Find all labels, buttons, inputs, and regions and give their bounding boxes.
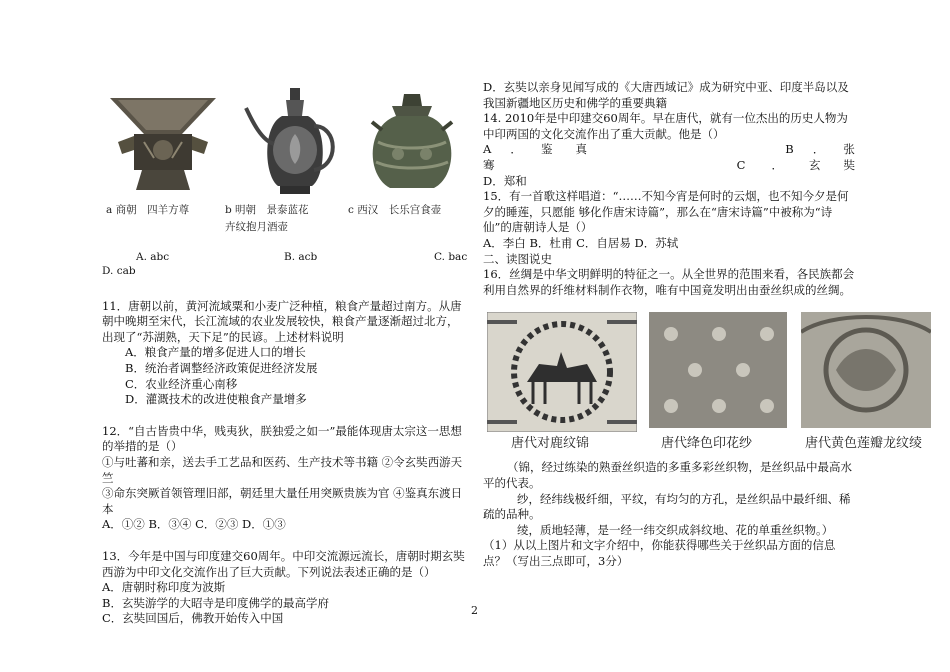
q14-a-key: A bbox=[483, 142, 492, 157]
caption-b-line2: 卉纹抱月酒壶 bbox=[225, 221, 288, 233]
q16-p3: 绫，质地轻薄，是一经一纬交织成斜纹地、花的单重丝织物。） bbox=[517, 522, 834, 537]
q13-option-a: A．唐朝时称印度为波斯 bbox=[102, 580, 226, 595]
spacer bbox=[606, 142, 766, 158]
deer-brocade-image bbox=[487, 312, 637, 432]
q11-option-d: D．灌溉技术的改进使粮食产量增多 bbox=[125, 392, 307, 407]
right-column bbox=[483, 80, 923, 569]
q11-option-b: B．统治者调整经济政策促进经济发展 bbox=[125, 360, 318, 375]
q13-stem: 13．今年是中国与印度建交60周年。中印交流源远流长，唐朝时期玄奘西游为中印文化交流作出了巨大贡献。下列说法表述正确的是（） bbox=[102, 548, 465, 579]
q14-option-d: D．郑和 bbox=[483, 173, 527, 188]
q14-row-ab bbox=[483, 142, 855, 158]
q10-options bbox=[102, 250, 468, 265]
q12-options: A．①② B．③④ C．②③ D．①③ bbox=[102, 517, 286, 532]
q15-options: A．李白 B．杜甫 C．自居易 D．苏轼 bbox=[483, 235, 679, 250]
four-ram-zun-image bbox=[104, 94, 222, 192]
q14-b-val: 张 bbox=[843, 142, 855, 157]
q14-a-dot: ． bbox=[510, 142, 522, 157]
q14-c-dot: ． bbox=[771, 157, 783, 172]
q16-p1: （锦，经过练染的熟蚕丝织造的多重多彩丝织物，是丝织品中最高水平的代表。 bbox=[483, 460, 852, 490]
caption-c: c 西汉 长乐宫食壶 bbox=[348, 204, 442, 216]
option-b: B. acb bbox=[284, 251, 318, 263]
silk-caption-1: 唐代对鹿纹锦 bbox=[511, 436, 590, 452]
caption-b-line1: b 明朝 景泰蓝花 bbox=[225, 204, 309, 216]
q13-option-c: C．玄奘回国后，佛教开始传入中国 bbox=[102, 611, 284, 626]
q14-stem: 14. 2010年是中印建交60周年。早在唐代，就有一位杰出的历史人物为中印两国的文化交流作出了重大贡献。他是（） bbox=[483, 111, 848, 141]
q12-stem: 12．“自古皆贵中华，贱夷狄，朕独爱之如一”最能体现唐太宗这一思想的举措的是（） bbox=[102, 423, 462, 454]
silk-caption-2: 唐代绛色印花纱 bbox=[661, 436, 753, 452]
printed-gauze-image bbox=[649, 312, 787, 428]
q11-option-a: A．粮食产量的增多促进人口的增长 bbox=[125, 345, 306, 360]
q16-question-1: （1）从以上图片和文字介绍中，你能获得哪些关于丝织品方面的信息点？（写出三点即可，3分） bbox=[483, 538, 836, 568]
q14-c-key: C bbox=[736, 157, 746, 172]
silk-caption-3: 唐代黄色莲瓣龙纹绫 bbox=[805, 436, 923, 452]
page-number: 2 bbox=[471, 604, 478, 617]
q12-line2: ③命东突厥首领管理旧部，朝廷里大量任用突厥贵族为官 ④鉴真东渡日本 bbox=[102, 486, 463, 516]
option-d: D. cab bbox=[102, 265, 136, 277]
q14-row-bc bbox=[483, 158, 855, 174]
spacer bbox=[521, 158, 711, 174]
caption-a: a 商朝 四羊方尊 bbox=[106, 204, 190, 216]
lotus-dragon-damask-image bbox=[801, 312, 931, 428]
q16-stem: 16．丝绸是中华文明鲜明的特征之一。从全世界的范围来看，各民族都会利用自然界的纤维材料制作衣物，唯有中国竟发明出由蚕丝织成的丝绸。 bbox=[483, 267, 855, 297]
q16-p2: 纱，经纬线极纤细，平纹，有均匀的方孔，是丝织品中最纤细、稀疏的品种。 bbox=[483, 491, 851, 522]
artifact-figure bbox=[102, 86, 468, 240]
q14-b-rest: 骞 bbox=[483, 157, 495, 172]
q13-option-b: B．玄奘游学的大昭寺是印度佛学的最高学府 bbox=[102, 595, 329, 610]
q13-option-d: D．玄奘以亲身见闻写成的《大唐西域记》成为研究中亚、印度半岛以及我国新疆地区历史和佛学的重要典籍 bbox=[483, 80, 849, 110]
cloisonne-ewer-image bbox=[242, 86, 352, 198]
section-heading: 二、读图说史 bbox=[483, 251, 552, 266]
q11-stem: 11．唐朝以前，黄河流域粟和小麦广泛种植，粮食产量超过南方。从唐朝中晚期至宋代，长江流域的农业发展较快，粮食产量逐渐超过北方，出现了“苏湖熟，天下足”的民谚。上述材料说明 bbox=[102, 298, 462, 344]
q14-b-key: B bbox=[785, 142, 794, 157]
option-c: C. bac bbox=[434, 251, 468, 263]
q12-line1: ①与吐蕃和亲，送去手工艺品和医药、生产技术等书籍 ②令玄奘西游天竺 bbox=[102, 454, 463, 485]
han-food-pot-image bbox=[364, 92, 460, 192]
q11-option-c: C．农业经济重心南移 bbox=[125, 376, 238, 391]
option-a: A. abc bbox=[136, 251, 170, 263]
q14-b-dot: ． bbox=[812, 142, 825, 157]
q14-c-val: 玄 奘 bbox=[809, 157, 855, 172]
q14-a-val: 鉴 真 bbox=[541, 142, 588, 157]
q15-stem: 15．有一首歌这样唱道：“……不知今宵是何时的云烟，也不知今夕是何夕的睡莲，只愿能 够化作唐宋诗篇”，那么在“唐宋诗篇”中被称为“诗仙”的唐朝诗人是（） bbox=[483, 189, 849, 235]
left-column bbox=[102, 86, 468, 627]
silk-figure bbox=[483, 308, 923, 456]
